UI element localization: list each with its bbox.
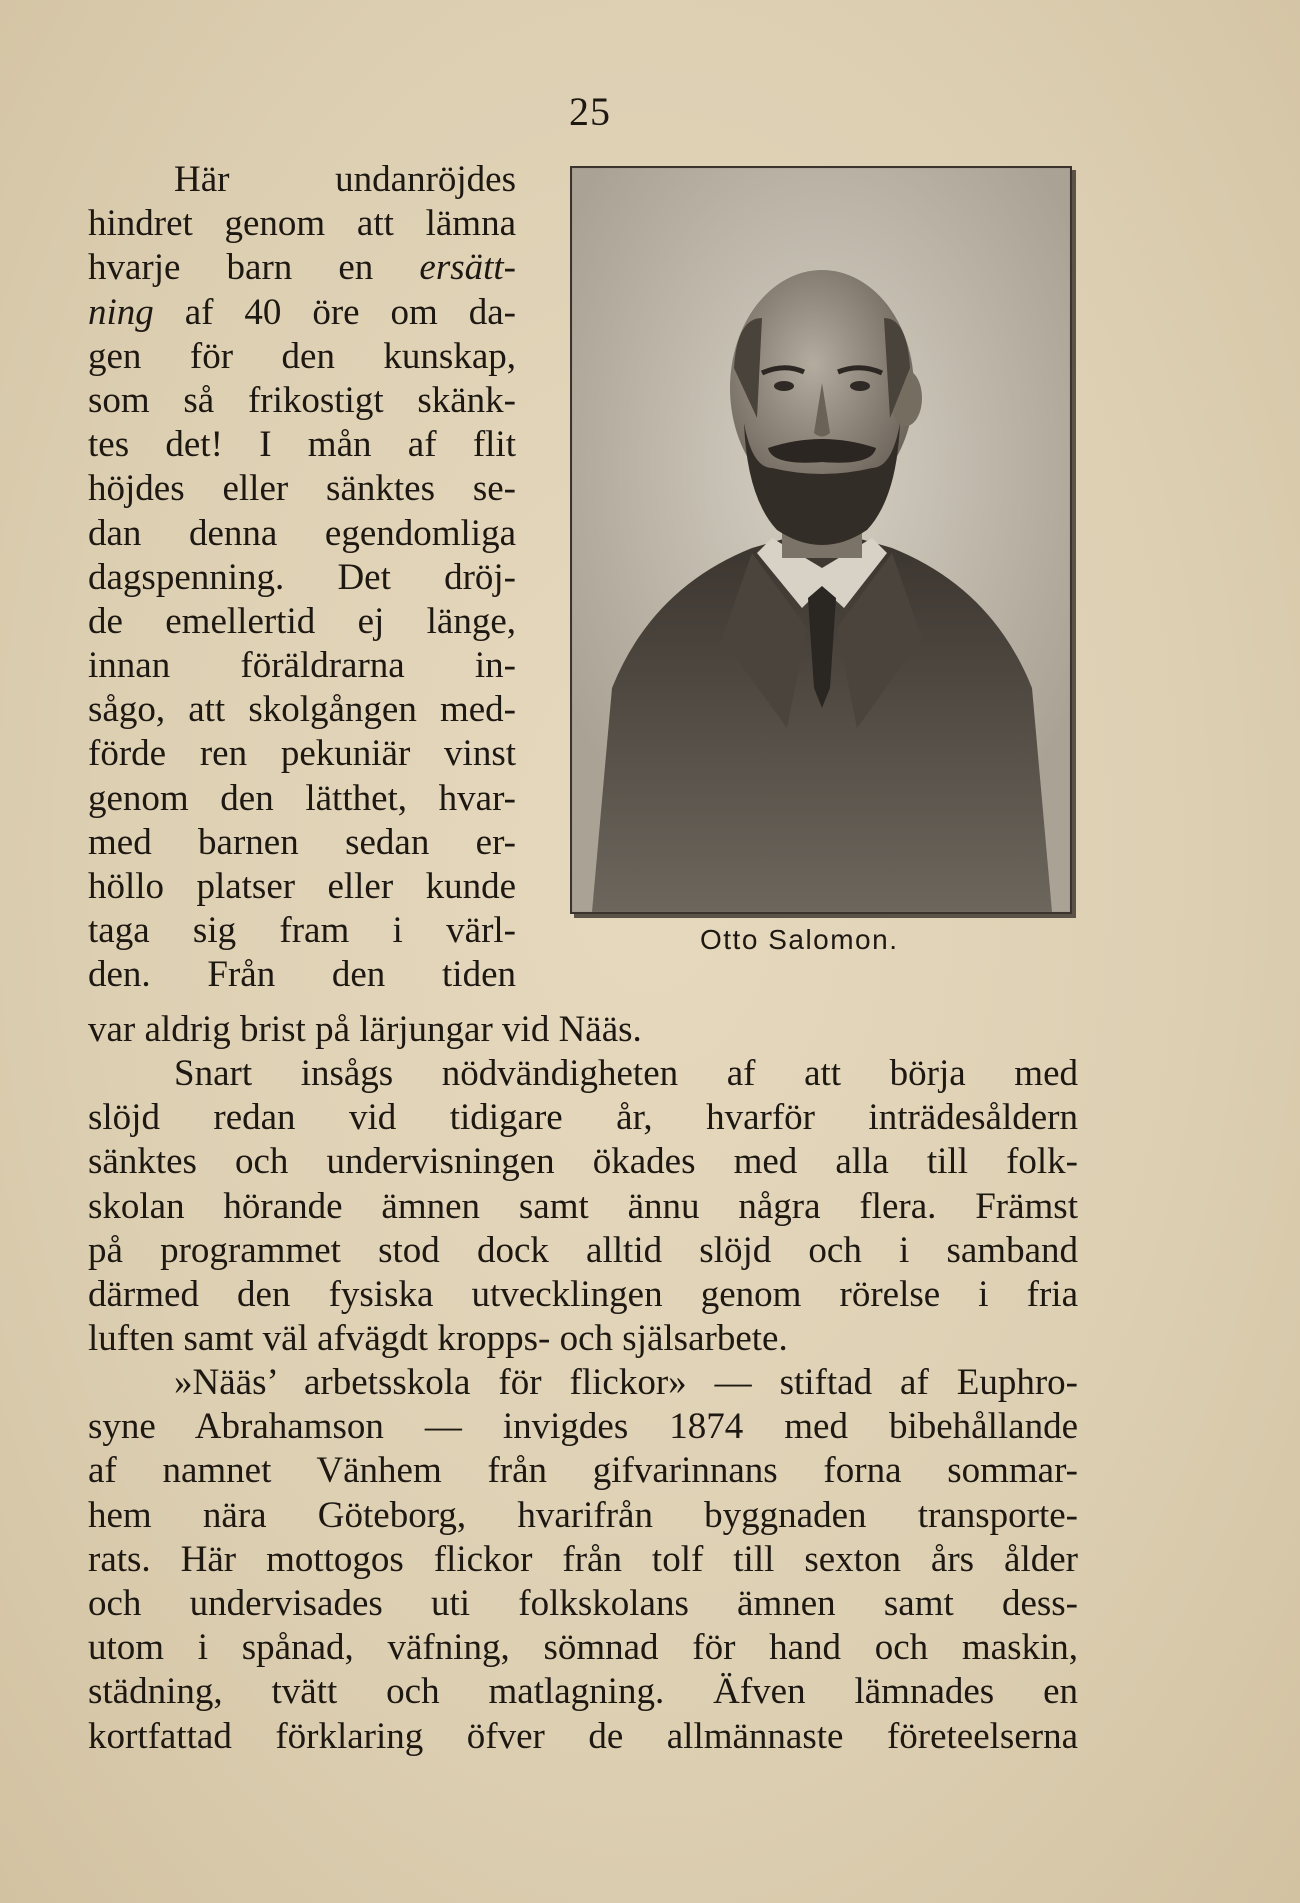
text-line: hem nära Göteborg, hvarifrån byggnaden transporte- <box>88 1494 1078 1536</box>
text-line: luften samt väl afvägdt kropps- och själsarbete. <box>88 1318 788 1360</box>
text-line: utom i spånad, väfning, sömnad för hand och maskin, <box>88 1627 1078 1669</box>
text-line: kortfattad förklaring öfver de allmännaste företeelserna <box>88 1715 1078 1757</box>
text-line: Här undanröjdes <box>174 159 516 200</box>
text-line: af namnet Vänhem från gifvarinnans forna sommar- <box>88 1450 1078 1492</box>
text-line: dagspenning. Det dröj- <box>88 556 516 598</box>
text-line: städning, tvätt och matlagning. Äfven lämnades en <box>88 1671 1078 1713</box>
text-line: därmed den fysiska utvecklingen genom rörelse i fria <box>88 1273 1078 1315</box>
text-line: förde ren pekuniär vinst <box>88 733 516 775</box>
text-line-italic: hvarje barn en ersätt- <box>88 247 516 289</box>
text-line: med barnen sedan er- <box>88 821 516 863</box>
text-line: innan föräldrarna in- <box>88 645 516 687</box>
text-line: som så frikostigt skänk- <box>88 379 516 421</box>
text-line: var aldrig brist på lärjungar vid Nääs. <box>88 1009 642 1050</box>
text-line: höllo platser eller kunde <box>88 866 516 907</box>
paragraph-2 <box>88 1052 1078 1361</box>
full-width-text-1 <box>88 1008 1078 1052</box>
text-line: Snart insågs nödvändigheten af att börja med <box>174 1053 1078 1094</box>
text-line: rats. Här mottogos flickor från tolf till sexton års ålder <box>88 1538 1078 1580</box>
text-line-italic: ning af 40 öre om da- <box>88 291 516 333</box>
text-line: tes det! I mån af flit <box>88 424 516 466</box>
text-line: gen för den kunskap, <box>88 335 516 377</box>
text-line: sänktes och undervisningen ökades med alla till folk- <box>88 1141 1078 1183</box>
text-line: »Nääs’ arbetsskola för flickor» — stiftad af Euphro- <box>174 1362 1078 1403</box>
text-line: höjdes eller sänktes se- <box>88 468 516 510</box>
text-line: taga sig fram i värl- <box>88 910 516 952</box>
text-line: skolan hörande ämnen samt ännu några flera. Främst <box>88 1185 1078 1227</box>
portrait-illustration <box>572 168 1070 912</box>
text-line: dan denna egendomliga <box>88 512 516 554</box>
text-line: de emellertid ej länge, <box>88 600 516 642</box>
portrait-caption: Otto Salomon. <box>700 924 899 955</box>
text-line: på programmet stod dock alltid slöjd och i samband <box>88 1229 1078 1271</box>
text-line: sågo, att skolgången med- <box>88 689 516 731</box>
paragraph-3 <box>88 1361 1078 1759</box>
text-line: den. Från den tiden <box>88 954 516 996</box>
page-number: 25 <box>569 89 611 134</box>
text-line: syne Abrahamson — invigdes 1874 med bibehållande <box>88 1406 1078 1448</box>
text-line: hindret genom att lämna <box>88 203 516 245</box>
text-line: slöjd redan vid tidigare år, hvarför inträdesåldern <box>88 1097 1078 1139</box>
narrow-column-text <box>88 158 516 998</box>
text-line: och undervisades uti folkskolans ämnen samt dess- <box>88 1582 1078 1624</box>
text-line: genom den lätthet, hvar- <box>88 777 516 819</box>
portrait-photo <box>570 166 1072 914</box>
